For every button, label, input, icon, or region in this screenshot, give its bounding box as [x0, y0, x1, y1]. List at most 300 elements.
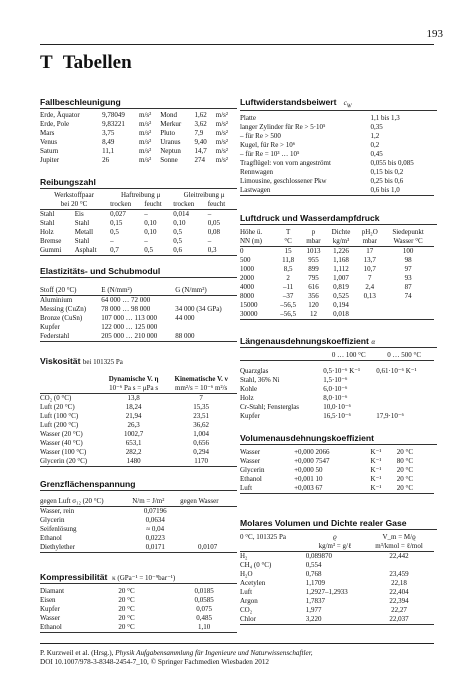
elast-row: [40, 332, 237, 342]
fall-cell: 1,62: [194, 111, 207, 119]
grenz-cell: Diethylether: [40, 543, 132, 553]
fall-unit: m/s²: [215, 129, 228, 137]
luftw-cell: 0,15 bis 0,2: [370, 168, 404, 177]
ldruck-cell: 8,5: [283, 265, 293, 273]
fall-unit: m/s²: [215, 156, 228, 164]
molar-cell: Luft: [240, 588, 253, 596]
kompr-cell: 0,0185: [194, 587, 214, 595]
vol-cell: 20 °C: [396, 448, 414, 456]
molar-row: [240, 579, 434, 588]
vol-section: [240, 433, 437, 494]
visk-cell: 1480: [102, 457, 167, 467]
ldruck-cell: 616: [308, 283, 319, 291]
ldruck-cell: 0,018: [327, 310, 358, 320]
visk-cell: 0,294: [193, 448, 210, 456]
vol-row: [240, 466, 434, 475]
kompr-cell: 20 °C: [118, 596, 135, 604]
ldruck-cell: –11: [282, 283, 294, 291]
molar-table: [240, 533, 434, 625]
reib-cell: 0,3: [208, 246, 237, 256]
ldruck-head: T: [285, 228, 291, 236]
molar-cell: CH₄ (0 °C): [240, 561, 272, 569]
luftw-rule: [240, 110, 437, 111]
reib-cell: 0,027: [110, 210, 126, 218]
visk-row: [40, 412, 237, 421]
kompr-cell: Diamant: [40, 587, 65, 595]
fall-row: [40, 120, 237, 129]
kompr-cell: Eisen: [40, 596, 56, 604]
vol-row: [240, 448, 434, 457]
fall-unit: m/s²: [215, 138, 228, 146]
visk-row: [40, 439, 237, 448]
fall-cell: 11,1: [102, 147, 115, 155]
ldruck-head: pH₂O: [361, 228, 378, 236]
kompr-title: Kompressibilität: [40, 572, 108, 582]
molar-cell: 1,2927–1,2933: [305, 588, 348, 596]
reib-title: Reibungszahl: [40, 177, 96, 187]
vol-cell: +0,001 10: [294, 475, 323, 483]
reib-cell: Holz: [40, 228, 54, 236]
grenz-cell: 0,0107: [180, 543, 237, 553]
kompr-cell: 0,0585: [194, 596, 214, 604]
grenz-head: gegen Wasser: [180, 497, 237, 507]
reib-cell: 0,10: [144, 228, 157, 236]
laeng-row: [240, 394, 434, 403]
ldruck-cell: 93: [404, 274, 412, 282]
luftw-cell: 0,25 bis 0,6: [370, 177, 404, 186]
luftw-cell: Platte: [240, 114, 256, 123]
fall-cell: 3,62: [194, 120, 207, 128]
grenz-section: [40, 479, 237, 553]
elast-row: [40, 314, 237, 323]
laeng-cell: Quarzglas: [240, 367, 269, 375]
reib-section: [40, 177, 237, 256]
elast-head: E (N/mm²): [101, 286, 175, 296]
fall-unit: m/s²: [139, 147, 152, 155]
fall-cell: Uranus: [160, 138, 181, 146]
vol-cell: +0,003 67: [294, 484, 370, 494]
reib-cell: Stahl: [40, 219, 55, 227]
footer-doi: DOI 10.1007/978-3-8348-2454-7_10, © Springer Fachmedien Wiesbaden 2012: [40, 658, 270, 666]
laeng-cell: Kupfer: [240, 412, 260, 420]
vol-cell: K⁻¹: [370, 475, 382, 483]
ldruck-cell: 1,007: [333, 274, 349, 282]
visk-head: 10⁻⁶ Pa s = μPa s: [102, 384, 167, 394]
vol-table: [240, 448, 434, 494]
fall-unit: m/s²: [139, 138, 152, 146]
ldruck-rule: [240, 224, 437, 225]
reib-head: bei 20 °C: [40, 200, 110, 210]
ldruck-section: [240, 213, 437, 320]
vol-cell: +0,000 50: [294, 466, 323, 474]
visk-cell: 13,8: [127, 394, 140, 402]
chapter-title: Tabellen: [62, 52, 132, 73]
luftw-cell: – für Re > 500: [240, 132, 281, 141]
molar-cell: 22,442: [389, 552, 409, 560]
ldruck-cell: 2000: [240, 274, 254, 282]
chapter-heading: [40, 52, 132, 74]
kompr-unit: κ (GPa⁻¹ = 10⁻⁹bar⁻¹): [112, 574, 176, 582]
molar-row: [240, 615, 434, 625]
ldruck-cell: 356: [308, 292, 319, 300]
kompr-row: [40, 596, 237, 605]
ldruck-cell: 100: [402, 247, 414, 255]
ldruck-head: mbar: [302, 237, 326, 247]
ldruck-cell: 17: [366, 247, 374, 255]
luftw-row: [240, 132, 434, 141]
chapter-letter: T: [40, 52, 53, 73]
ldruck-cell: 795: [308, 274, 319, 282]
ldruck-cell: 0,194: [333, 301, 349, 309]
grenz-cell: 0,07196: [143, 507, 167, 515]
luftw-cell: langer Zylinder für Re > 5·10⁵: [240, 123, 326, 132]
ldruck-cell: 1013: [306, 247, 321, 255]
reib-rule: [40, 188, 237, 189]
laeng-symbol: α: [371, 338, 375, 346]
reib-cell: 0,05: [207, 219, 220, 227]
laeng-cell: [376, 394, 434, 403]
luftw-row: [240, 141, 434, 150]
ldruck-cell: 1,226: [333, 247, 349, 255]
fall-cell: Erde, Pole: [40, 120, 70, 128]
vol-cell: Ethanol: [240, 475, 262, 483]
grenz-cell: Ethanol: [40, 534, 62, 542]
fall-cell: Pluto: [160, 129, 176, 137]
fall-cell: 26: [102, 156, 110, 164]
reib-row: [40, 246, 237, 256]
reib-head: trocken: [173, 200, 207, 210]
reib-cell: 0,014: [173, 210, 189, 218]
fall-cell: Neptun: [160, 147, 181, 155]
luftw-row: [240, 114, 434, 123]
vol-cell: Glycerin: [240, 466, 265, 474]
molar-title: Molares Volumen und Dichte realer Gase: [240, 518, 407, 528]
laeng-cell: 10,0·10⁻⁶: [323, 403, 351, 411]
vol-cell: K⁻¹: [370, 466, 382, 474]
fall-row: [40, 138, 237, 147]
molar-cell: 22,037: [366, 615, 434, 625]
ldruck-cell: 10,7: [363, 265, 376, 273]
molar-cell: 23,459: [389, 570, 409, 578]
laeng-cell: 0,5·10⁻⁶ K⁻¹: [323, 367, 361, 375]
molar-section: [240, 518, 437, 625]
fall-cell: Jupiter: [40, 156, 60, 164]
kompr-cell: Wasser: [40, 614, 61, 622]
visk-table: [40, 375, 237, 467]
reib-cell: –: [144, 210, 148, 218]
ldruck-row: [240, 247, 434, 257]
grenz-cell: Wasser, rein: [40, 507, 75, 515]
molar-cell: 22,394: [389, 597, 409, 605]
molar-head: 0 °C, 101325 Pa: [240, 533, 286, 541]
grenz-row: [40, 525, 237, 534]
laeng-table: [240, 351, 434, 421]
ldruck-cell: 98: [404, 256, 412, 264]
ldruck-cell: 0: [240, 247, 244, 255]
reib-cell: Stahl: [74, 219, 90, 227]
grenz-cell: 0,0171: [132, 543, 180, 553]
elast-cell: 78 000 … 98 000: [101, 305, 151, 313]
kompr-cell: 20 °C: [118, 605, 135, 613]
ldruck-row: [240, 310, 434, 320]
visk-row: [40, 421, 237, 430]
header-rule: [40, 44, 434, 45]
visk-row: [40, 394, 237, 404]
luftw-cell: 0,45: [370, 150, 383, 159]
vol-cell: 20 °C: [397, 484, 434, 494]
reib-head: Werkstoffpaar: [54, 191, 94, 199]
ldruck-head: p: [311, 228, 316, 236]
molar-cell: 0,089870: [305, 552, 333, 560]
vol-cell: +0,000 2066: [294, 448, 330, 456]
fall-cell: 9,40: [194, 138, 207, 146]
molar-cell: 0,768: [305, 570, 322, 578]
ldruck-cell: 500: [240, 256, 251, 264]
ldruck-cell: 0,819: [333, 283, 349, 291]
laeng-cell: [376, 385, 434, 394]
reib-table: [40, 191, 237, 256]
elast-section: [40, 266, 237, 342]
reib-cell: 0,5: [173, 228, 182, 236]
luftw-cell: Lastwagen: [240, 186, 371, 196]
grenz-title: Grenzflächenspannung: [40, 479, 136, 489]
luftw-cell: 0,055 bis 0,085: [370, 159, 414, 168]
laeng-cell: 16,5·10⁻⁶: [323, 412, 351, 420]
luftw-symbol: $c_W$: [343, 99, 352, 110]
elast-cell: 205 000 … 210 000: [101, 332, 175, 342]
luftw-cell: 0,2: [370, 141, 380, 150]
ldruck-cell: 11,8: [282, 256, 295, 264]
grenz-cell: [180, 525, 237, 534]
visk-head: Dynamische V. η: [108, 375, 159, 383]
ldruck-cell: 87: [404, 283, 412, 291]
molar-cell: CO₂: [240, 606, 253, 614]
ldruck-row: [240, 256, 434, 265]
visk-row: [40, 448, 237, 457]
reib-cell: 0,5: [144, 246, 173, 256]
reib-cell: 0,10: [173, 219, 186, 227]
visk-cell: 23,51: [193, 412, 210, 420]
grenz-cell: [180, 507, 237, 517]
kompr-cell: 1,10: [173, 623, 237, 633]
reib-row: [40, 219, 237, 228]
elast-head: Stoff (20 °C): [40, 286, 101, 296]
fall-unit: m/s²: [215, 147, 228, 155]
visk-cell: Wasser (20 °C): [40, 430, 83, 438]
ldruck-head: °C: [276, 237, 302, 247]
luftw-cell: 0,35: [370, 123, 383, 132]
elast-cell: Kupfer: [40, 323, 60, 331]
luftw-row: [240, 123, 434, 132]
laeng-head: 0 … 100 °C: [323, 351, 376, 361]
ldruck-title: Luftdruck und Wasserdampfdruck: [240, 213, 380, 223]
vol-rule: [240, 444, 437, 445]
reib-cell: 0,5: [110, 228, 119, 236]
vol-cell: 80 °C: [396, 457, 414, 465]
reib-head: Gleitreibung μ: [183, 191, 225, 199]
vol-row: [240, 457, 434, 466]
ldruck-cell: 899: [308, 265, 319, 273]
fall-row: [40, 147, 237, 156]
reib-cell: 0,08: [207, 228, 220, 236]
ldruck-head: Wasser °C: [384, 237, 434, 247]
molar-head: ϱ: [333, 533, 337, 541]
vol-cell: 20 °C: [396, 475, 414, 483]
luftw-cell: 0,6 bis 1,0: [371, 186, 434, 196]
reib-cell: –: [110, 237, 114, 245]
vol-cell: K⁻¹: [371, 484, 397, 494]
laeng-cell: 0,61·10⁻⁶ K⁻¹: [376, 367, 417, 375]
fall-unit: m/s²: [139, 129, 152, 137]
visk-cell: Luft (100 °C): [40, 412, 79, 420]
reib-cell: Metall: [74, 228, 94, 236]
laeng-cell: 1,5·10⁻⁶: [323, 376, 348, 384]
grenz-cell: Seifenlösung: [40, 525, 77, 533]
elast-row: [40, 323, 237, 332]
ldruck-head: kg/m³: [327, 237, 358, 247]
visk-section: [40, 356, 237, 467]
visk-cond: bei 101325 Pa: [82, 358, 123, 366]
ldruck-cell: –37: [282, 292, 294, 300]
kompr-cell: 0,075: [196, 605, 212, 613]
kompr-row: [40, 605, 237, 614]
visk-cell: Wasser (40 °C): [40, 439, 83, 447]
ldruck-cell: 7: [368, 274, 372, 282]
molar-row: [240, 570, 434, 579]
visk-cell: Luft (200 °C): [40, 421, 79, 429]
visk-cell: Wasser (100 °C): [40, 448, 87, 456]
fall-cell: Venus: [40, 138, 58, 146]
reib-cell: Bremse: [40, 237, 62, 245]
reib-row: [40, 210, 237, 220]
grenz-cell: Glycerin: [40, 516, 65, 524]
kompr-row: [40, 587, 237, 596]
elast-cell: [175, 323, 237, 332]
elast-cell: Messing (CuZn): [40, 305, 87, 313]
ldruck-cell: 12: [302, 310, 326, 320]
reib-cell: 0,15: [110, 219, 123, 227]
visk-cell: 1002,7: [124, 430, 144, 438]
ldruck-row: [240, 301, 434, 310]
visk-cell: 0,656: [193, 439, 210, 447]
elast-cell: 88 000: [175, 332, 237, 342]
ldruck-cell: 1,112: [333, 265, 349, 273]
kompr-section: [40, 572, 237, 633]
ldruck-cell: [384, 301, 434, 310]
grenz-row: [40, 543, 237, 553]
molar-row: [240, 606, 434, 615]
elast-cell: [175, 296, 237, 306]
vol-cell: +0,000 7547: [294, 457, 330, 465]
ldruck-cell: 15: [284, 247, 292, 255]
kompr-cell: 20 °C: [118, 614, 135, 622]
molar-cell: Argon: [240, 597, 258, 605]
visk-cell: Glycerin (20 °C): [40, 457, 102, 467]
molar-cell: 0,554: [305, 561, 322, 569]
visk-cell: 21,94: [125, 412, 142, 420]
fall-title: Fallbeschleunigung: [40, 97, 121, 107]
ldruck-cell: [384, 310, 434, 320]
molar-head: V_m = M/ϱ: [382, 533, 416, 541]
vol-cell: Wasser: [240, 457, 261, 465]
laeng-row: [240, 412, 434, 421]
ldruck-head: Höhe ü.: [240, 228, 263, 236]
molar-row: [240, 561, 434, 570]
laeng-head: 0 … 500 °C: [376, 351, 434, 361]
laeng-cell: Stahl, 36% Ni: [240, 376, 280, 384]
fall-cell: Saturn: [40, 147, 59, 155]
laeng-cell: Cr-Stahl; Fensterglas: [240, 403, 300, 411]
elast-cell: 122 000 … 125 000: [101, 323, 158, 331]
laeng-row: [240, 403, 434, 412]
molar-cell: H₂O: [240, 570, 253, 578]
vol-row: [240, 475, 434, 484]
elast-title: Elastizitäts- und Schubmodul: [40, 266, 161, 276]
laeng-row: [240, 376, 434, 385]
ldruck-cell: [357, 310, 384, 320]
laeng-row: [240, 385, 434, 394]
elast-cell: Bronze (CuSn): [40, 314, 83, 322]
luftw-cell: 1,1 bis 1,3: [370, 114, 400, 123]
molar-cell: 22,18: [391, 579, 407, 587]
footer-rule: [40, 643, 434, 644]
luftw-table: [240, 114, 434, 196]
ldruck-table: [240, 228, 434, 320]
ldruck-head: Siedepunkt: [392, 228, 424, 236]
grenz-cell: 0,0634: [145, 516, 165, 524]
visk-cell: Luft (20 °C): [40, 403, 75, 411]
molar-row: [240, 552, 434, 562]
ldruck-head: Dichte: [331, 228, 351, 236]
fall-cell: 9,78049: [102, 111, 125, 119]
elast-cell: 34 000 (34 GPa): [175, 305, 222, 313]
visk-cell: 1170: [167, 457, 237, 467]
grenz-row: [40, 534, 237, 543]
ldruck-cell: 2: [286, 274, 290, 282]
grenz-cell: ≈ 0,04: [146, 525, 165, 533]
visk-cell: CO₂ (0 °C): [40, 394, 72, 402]
visk-cell: 7: [199, 394, 203, 402]
ldruck-cell: 120: [308, 301, 319, 309]
fall-cell: Mond: [160, 111, 177, 119]
elast-cell: Aluminium: [40, 296, 73, 304]
laeng-rule: [240, 347, 437, 348]
reib-head: feucht: [208, 200, 237, 210]
molar-head: kg/m³ = g/ℓ: [306, 542, 366, 552]
page-number: 193: [426, 28, 443, 40]
ldruck-head: mbar: [357, 237, 384, 247]
reib-cell: Asphalt: [75, 246, 110, 256]
visk-cell: 26,3: [127, 421, 140, 429]
visk-cell: 1,004: [193, 430, 210, 438]
reib-row: [40, 237, 237, 246]
vol-cell: Wasser: [240, 448, 261, 456]
molar-rule: [240, 529, 437, 530]
ldruck-cell: 4000: [240, 283, 254, 291]
molar-cell: 22,27: [391, 606, 407, 614]
reib-cell: –: [207, 237, 212, 245]
laeng-row: [240, 367, 434, 376]
laeng-cell: 8,0·10⁻⁶: [323, 394, 348, 402]
elast-rule: [40, 277, 237, 278]
vol-row: [240, 484, 434, 494]
reib-cell: Stahl: [40, 210, 55, 218]
laeng-section: [240, 336, 437, 421]
visk-cell: 282,2: [125, 448, 142, 456]
molar-cell: Acetylen: [240, 579, 266, 587]
luftw-row: [240, 150, 434, 159]
luftw-cell: Tragflügel: von vorn angeströmt: [240, 159, 331, 168]
